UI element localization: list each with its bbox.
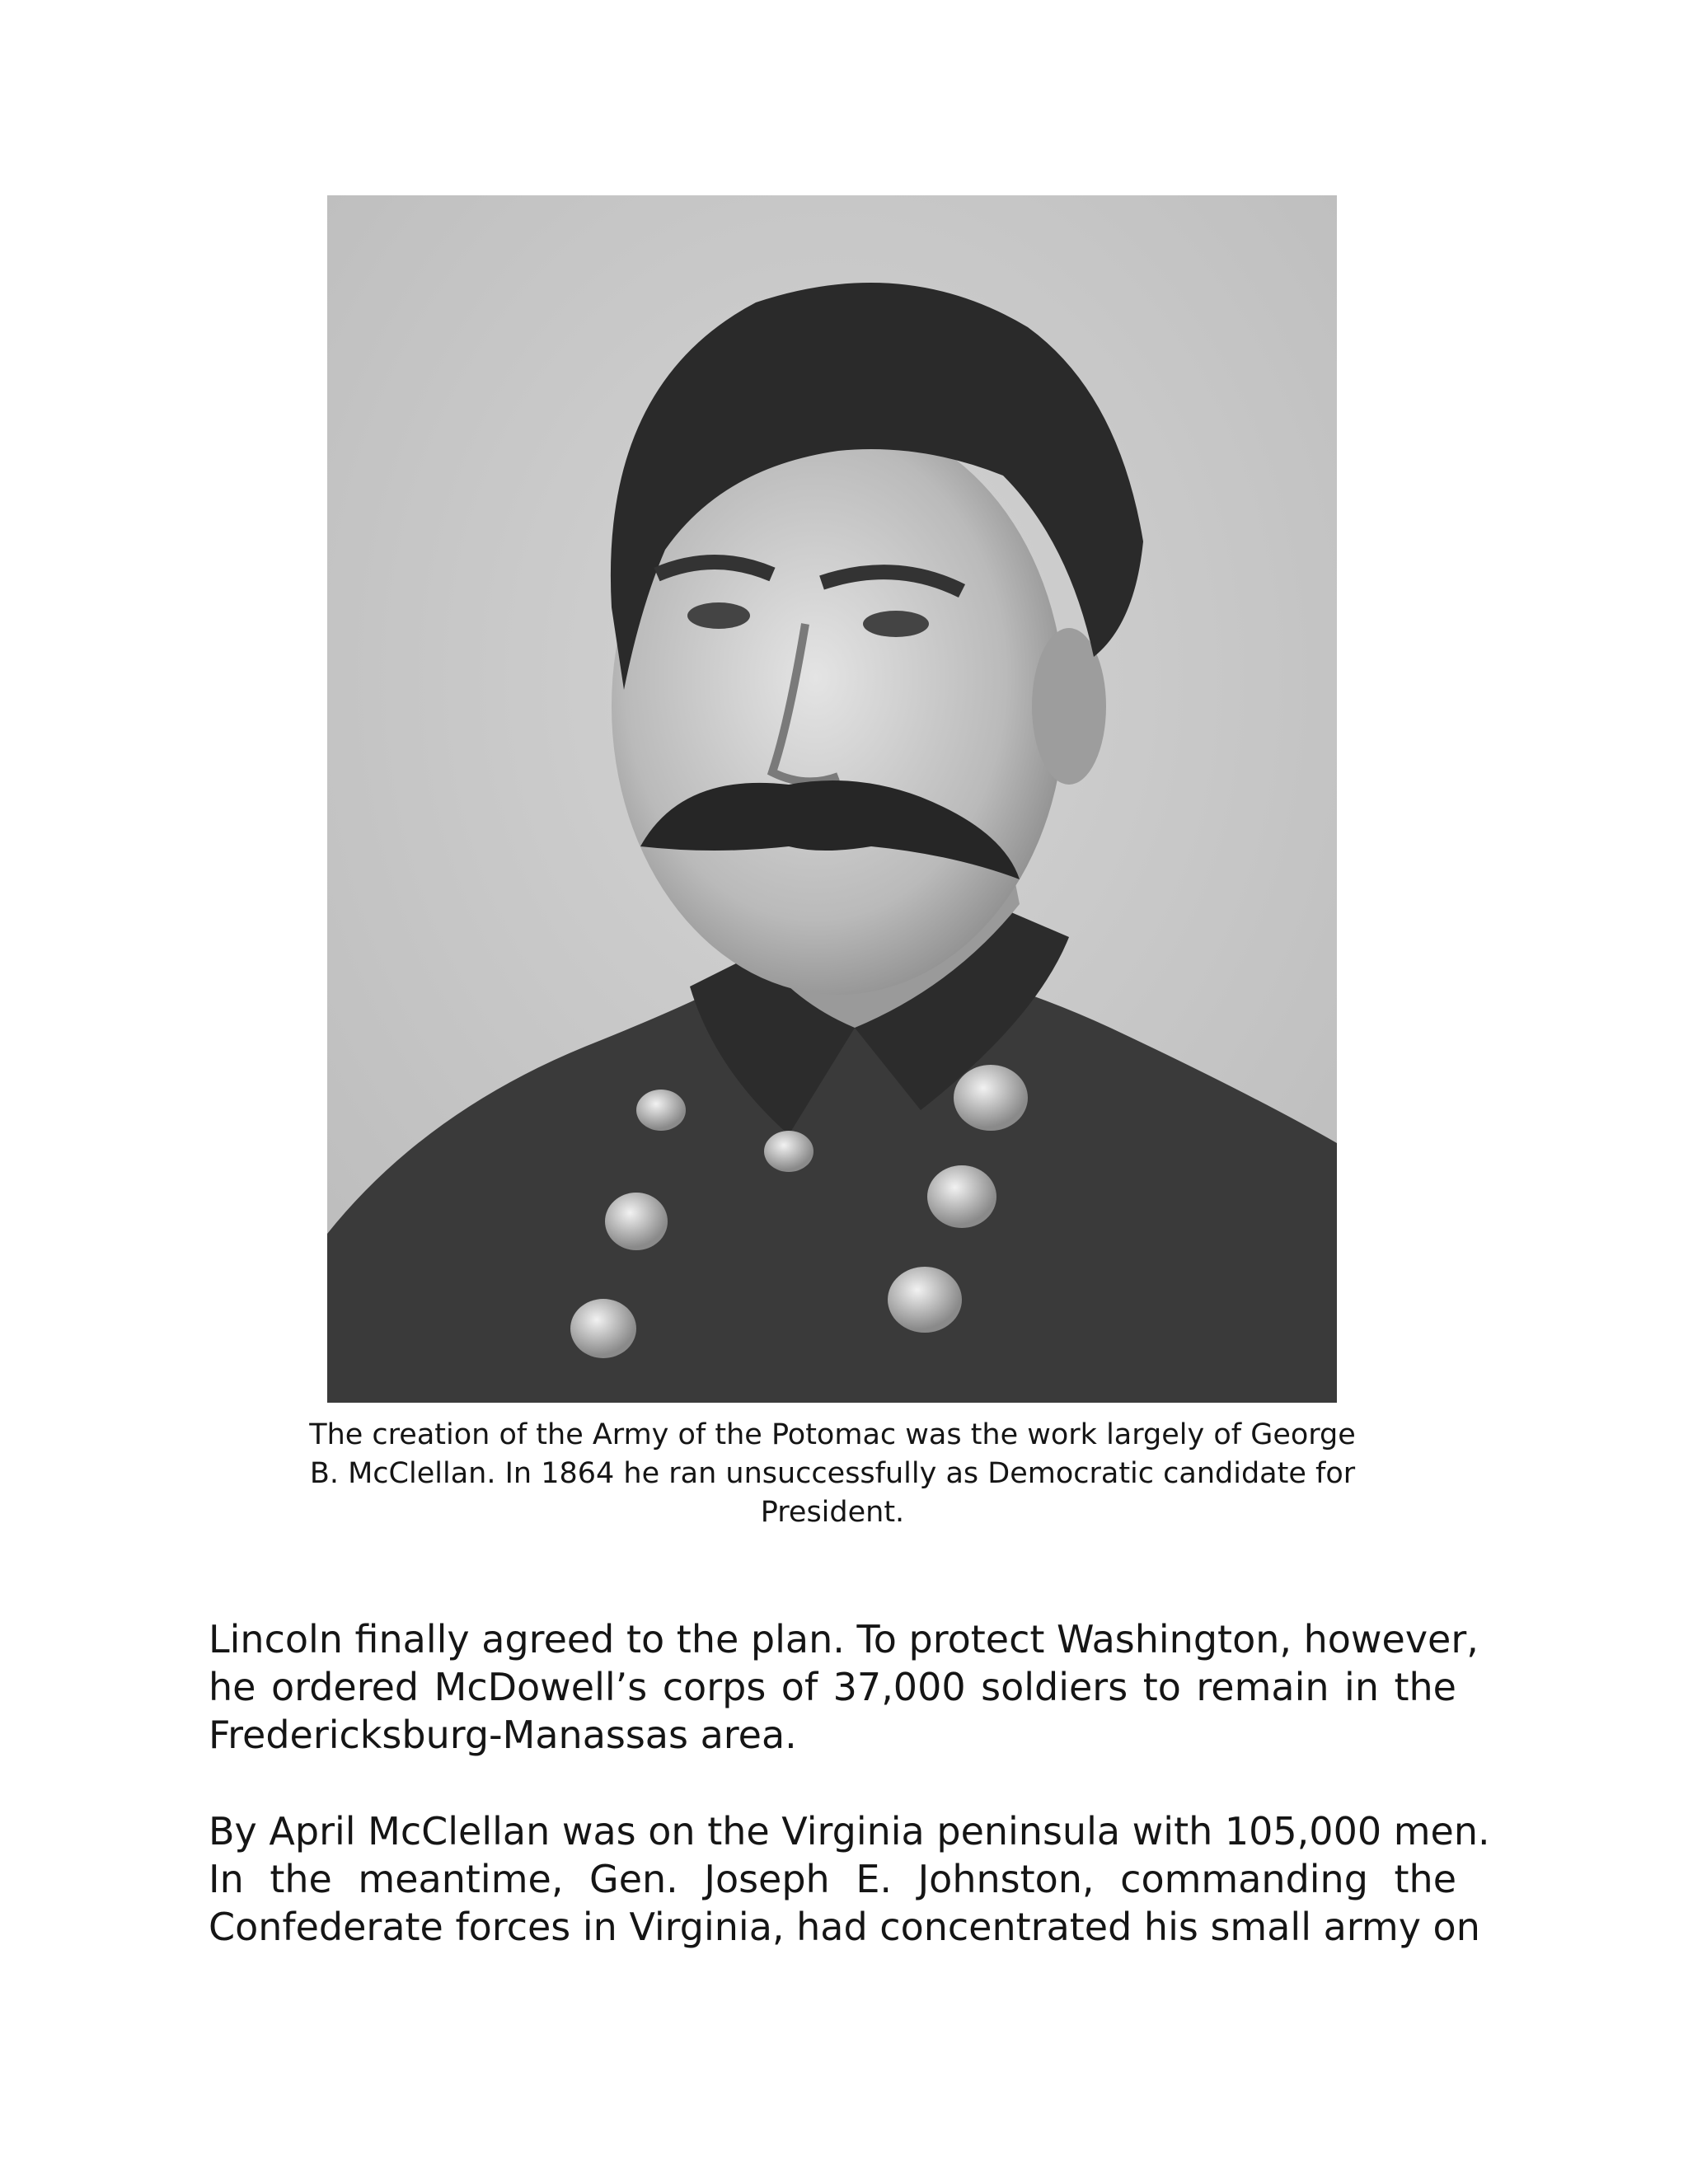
caption-line: President. — [760, 1496, 905, 1529]
paragraph-2 — [209, 1807, 1490, 1951]
caption-line: The creation of the Army of the Potomac was the work largely of George — [309, 1418, 1356, 1451]
paragraph-line: Fredericksburg-Manassas area. — [209, 1713, 797, 1757]
paragraph-line: Confederate forces in Virginia, had concentrated his small army on — [209, 1905, 1480, 1949]
portrait-photo-icon — [327, 195, 1337, 1403]
paragraph-1 — [209, 1615, 1479, 1759]
paragraph-line: Lincoln finally agreed to the plan. To protect Washington, however, — [209, 1617, 1479, 1661]
portrait-photo — [327, 195, 1337, 1403]
paragraph-line: By April McClellan was on the Virginia peninsula with 105,000 men. — [209, 1809, 1490, 1854]
photo-caption — [272, 1416, 1393, 1532]
caption-line: B. McClellan. In 1864 he ran unsuccessfully as Democratic candidate for — [309, 1457, 1356, 1490]
paragraph-line: In the meantime, Gen. Joseph E. Johnston, commanding the — [209, 1857, 1456, 1901]
paragraph-line: he ordered McDowell’s corps of 37,000 soldiers to remain in the — [209, 1665, 1456, 1709]
